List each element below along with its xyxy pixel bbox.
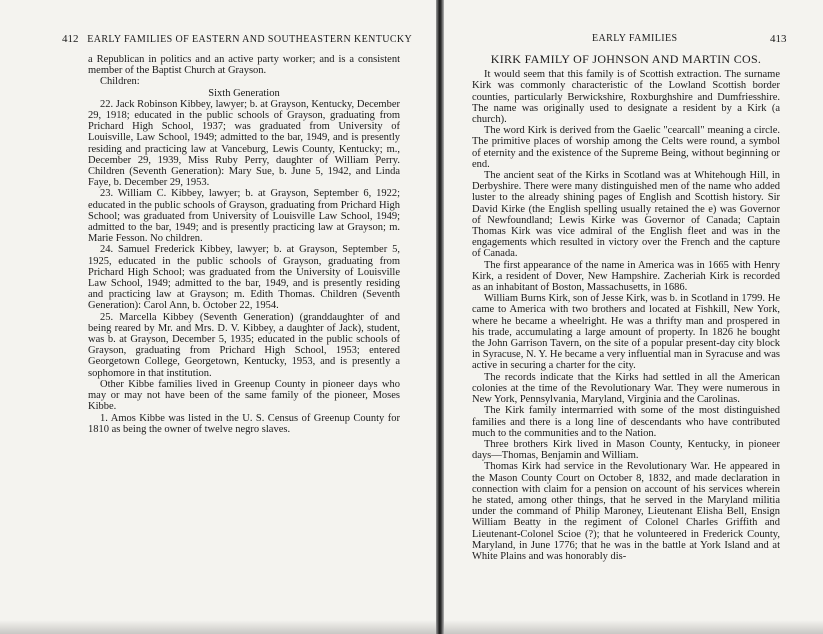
running-header-left [62,33,412,45]
paragraph: The first appearance of the name in America was in 1665 with Henry Kirk, a resident of Dover, New Hampshire. Zacheriah Kirk is recorded as an inhabitant of Boston, Massachusetts, in 1686. [472,259,780,294]
page-number-right-wrap [770,33,787,45]
paragraph: 23. William C. Kibbey, lawyer; b. at Grayson, September 6, 1922; educated in the public schools of Grayson, graduating from Prichard High School; was graduated from University of Louisville Law School, 1949; admitted to the bar, 1949; and is presently practicing law at Grayson; m. Marie Fesson. No children. [88,188,400,245]
chapter-title: KIRK FAMILY OF JOHNSON AND MARTIN COS. [490,52,762,66]
section-heading: Sixth Generation [208,87,280,99]
running-head-right: EARLY FAMILIES [592,33,678,44]
left-body [88,54,400,435]
paragraph: 25. Marcella Kibbey (Seventh Generation) (granddaughter of and being reared by Mr. and Mrs. D. V. Kibbey, a daughter of Jack), student, was b. at Grayson, December 5, 1935; educated in the public schools of Grayson, graduating from Prichard High School, 1953; entered Georgetown College, Georgetown, Kentucky, 1953, and is presently a sophomore in that institution. [88,311,400,379]
right-page [444,0,823,634]
scan-shadow [0,620,436,634]
paragraph: Children: [100,76,140,88]
scan-shadow [444,620,823,634]
book-gutter [436,0,444,634]
right-body [472,54,780,562]
page-number-left: 412 [62,33,79,45]
paragraph: The records indicate that the Kirks had settled in all the American colonies at the time of the Revolutionary War. They were numerous in New York, Pennsylvania, Maryland, Virginia and the Carolinas. [472,371,780,406]
paragraph: The Kirk family intermarried with some of the most distinguished families and there is a long line of descendants who have contributed much to the communities and to the Nation. [472,405,780,439]
paragraph: The ancient seat of the Kirks in Scotland was at Whitehough Hill, in Derbyshire. There were many distinguished men of the name who added luster to the already shining pages of English and Scottish history. Sir David Kirke (the English spelling usually retained the e) was Governor of Newfoundland; Lewis Kirke was Governor of Canada; Captain Thomas Kirk was vice admiral of the English fleet and was in the engagements which resulted in victory over the French and the capture of Canada. [472,170,780,260]
paragraph: Other Kibbe families lived in Greenup County in pioneer days who may or may not have been of the same family of the pioneer, Moses Kibbe. [88,378,400,413]
paragraph: 24. Samuel Frederick Kibbey, lawyer; b. at Grayson, September 5, 1925, educated in the public schools of Grayson, graduating from Prichard High School; was graduated from the University of Louisville Law School, 1949; admitted to the bar, 1949, and is presently residing and practicing law at Grayson; m. Edith Thomas. Children (Seventh Generation): Carol Ann, b. October 22, 1954. [88,244,400,312]
paragraph: a Republican in politics and an active party worker; and is a consistent member of the Baptist Church at Grayson. [88,54,400,77]
paragraph: Thomas Kirk had service in the Revolutionary War. He appeared in the Mason County Court on October 8, 1832, and made declaration in connection with claim for a pension on account of his services wherein he stated, among other things, that he served in the Maryland militia under the command of Philip Maroney, Lieutenant Elisha Bell, Ensign William Beatty in the regiment of Colonel Charles Griffith and Lieutenant-Colonel Scioe (?); that he volunteered in Frederick County, Maryland, in June 1776; that he was in the battle at York Island and at White Plains and was honorably dis- [472,461,780,562]
paragraph: 22. Jack Robinson Kibbey, lawyer; b. at Grayson, Kentucky, December 29, 1918; educated in the public schools of Grayson, graduating from Prichard High School, 1937; was graduated from University of Louisville, Law School, 1949; admitted to the bar, 1949, and is presently residing and practicing law at Vanceburg, Lewis County, Kentucky; m., December 29, 1939, Miss Ruby Perry, daughter of William Perry. Children (Seventh Generation): Mary Sue, b. June 5, 1942, and Linda Faye, b. December 29, 1953. [88,98,400,189]
paragraph: The word Kirk is derived from the Gaelic "cearcall" meaning a circle. The primitive places of worship among the Celts were round, a symbol of eternity and the existence of the Supreme Being, without beginning or end. [472,125,780,170]
running-head-left: EARLY FAMILIES OF EASTERN AND SOUTHEASTERN KENTUCKY [87,34,413,45]
paragraph: William Burns Kirk, son of Jesse Kirk, was b. in Scotland in 1799. He came to America with two brothers and located at Fishkill, New York, where he became a wheelright. He was a thrifty man and prospered in his trade, accumulating a large amount of property. In 1826 he bought the John Garrison Tavern, on the site of a popular present-day city block in Syracuse, N. Y. He became a very influential man in Syracuse and was active in securing a charter for the city. [472,293,780,372]
paragraph: 1. Amos Kibbe was listed in the U. S. Census of Greenup County for 1810 as being the owner of twelve negro slaves. [88,412,400,435]
paragraph: Three brothers Kirk lived in Mason County, Kentucky, in pioneer days—Thomas, Benjamin and William. [472,438,780,462]
page-number-right: 413 [770,33,787,45]
paragraph: It would seem that this family is of Scottish extraction. The surname Kirk was commonly characteristic of the Lowland Scottish border counties, particularly Berwickshire, Roxburghshire and Dumfriesshire. The name was originally used to designate a resident by a Kirk (a church). [472,69,780,126]
running-header-right [592,33,677,44]
